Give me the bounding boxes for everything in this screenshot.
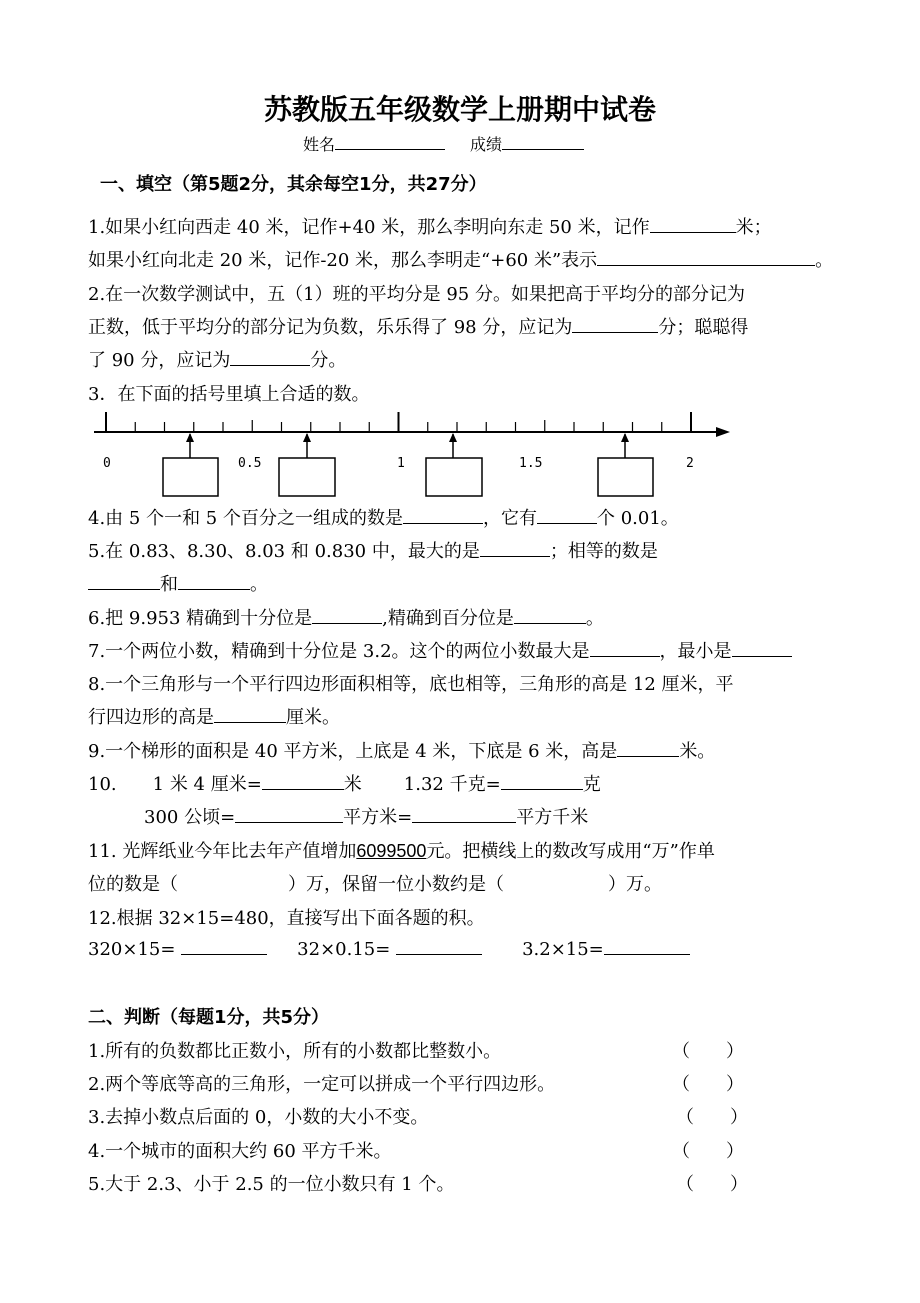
q4-blank1[interactable] xyxy=(403,507,483,524)
q8-blank[interactable] xyxy=(214,706,286,723)
answer-box-1[interactable] xyxy=(163,433,218,496)
q1-blank2[interactable] xyxy=(597,249,815,266)
label-1: 1 xyxy=(397,456,405,471)
arrow-up-icon xyxy=(303,433,311,442)
number-line xyxy=(88,404,738,506)
arrow-up-icon xyxy=(621,433,629,442)
q1-line2: 如果小红向北走 20 米，记作-20 米，那么李明走“+60 米”表示 。 xyxy=(88,250,834,271)
judge-paren-2[interactable]: （ ） xyxy=(672,1074,744,1095)
q12-blank1[interactable] xyxy=(181,938,267,955)
number-line-arrow-icon xyxy=(716,427,730,437)
q12-blank3[interactable] xyxy=(604,938,690,955)
number-line-ticks xyxy=(106,412,691,432)
q10-blank4[interactable] xyxy=(412,806,516,823)
arrow-up-icon xyxy=(186,433,194,442)
judge-item-1: 1.所有的负数都比正数小，所有的小数都比整数小。 xyxy=(88,1041,502,1062)
q7-blank2[interactable] xyxy=(732,640,792,657)
answer-boxes xyxy=(163,433,653,496)
q5-line2: 和 。 xyxy=(88,570,268,596)
q5-blank1[interactable] xyxy=(480,540,550,557)
q2-line2: 正数，低于平均分的部分记为负数，乐乐得了 98 分，应记为 分；聪聪得 xyxy=(88,317,749,338)
q2-blank1[interactable] xyxy=(572,316,658,333)
q8-line2: 行四边形的高是 厘米。 xyxy=(88,707,340,728)
q9-blank[interactable] xyxy=(617,740,679,757)
judge-paren-5[interactable]: （ ） xyxy=(676,1174,748,1195)
page-title: 苏教版五年级数学上册期中试卷 xyxy=(263,93,656,126)
q5-blank2[interactable] xyxy=(88,573,160,590)
q1-line1: 1.如果小红向西走 40 米，记作+40 米，那么李明向东走 50 米，记作 米； xyxy=(88,217,772,238)
judge-paren-3[interactable]: （ ） xyxy=(676,1107,748,1128)
judge-paren-1[interactable]: （ ） xyxy=(672,1041,744,1062)
q10-line2: 300 公顷= 平方米= 平方千米 xyxy=(144,807,589,828)
judge-item-3: 3.去掉小数点后面的 0，小数的大小不变。 xyxy=(88,1107,429,1128)
q2-blank2[interactable] xyxy=(230,349,310,366)
q5-line1: 5.在 0.83、8.30、8.03 和 0.830 中，最大的是 ；相等的数是 xyxy=(88,541,658,562)
label-2: 2 xyxy=(686,456,694,471)
q12-line1: 12.根据 32×15=480，直接写出下面各题的积。 xyxy=(88,908,485,929)
q6-blank1[interactable] xyxy=(312,607,382,624)
q4-blank2[interactable] xyxy=(537,507,597,524)
q9-line: 9.一个梯形的面积是 40 平方米，上底是 4 米，下底是 6 米，高是 米。 xyxy=(88,741,716,762)
q7-blank1[interactable] xyxy=(590,640,660,657)
answer-box-4[interactable] xyxy=(598,433,653,496)
q10-blank1[interactable] xyxy=(262,773,344,790)
section1-heading: 一、填空（第5题2分，其余每空1分，共27分） xyxy=(100,174,487,195)
q2-line3: 了 90 分，应记为 分。 xyxy=(88,350,347,371)
q2-line1: 2.在一次数学测试中，五（1）班的平均分是 95 分。如果把高于平均分的部分记为 xyxy=(88,284,745,305)
label-1.5: 1.5 xyxy=(519,456,543,471)
q10-line1: 10. 1 米 4 厘米= 米 1.32 千克= 克 xyxy=(88,774,601,795)
score-field[interactable] xyxy=(470,132,584,155)
q11-number: 6099500 xyxy=(356,841,427,861)
name-label: 姓名 xyxy=(303,135,336,154)
q6-blank2[interactable] xyxy=(514,607,586,624)
judge-paren-4[interactable]: （ ） xyxy=(672,1141,744,1162)
answer-box-3[interactable] xyxy=(426,433,482,496)
q10-blank3[interactable] xyxy=(235,806,343,823)
q10-blank2[interactable] xyxy=(501,773,583,790)
q12-blank2[interactable] xyxy=(396,938,482,955)
label-0: 0 xyxy=(103,456,111,471)
judge-item-4: 4.一个城市的面积大约 60 平方千米。 xyxy=(88,1141,392,1162)
q4-line: 4.由 5 个一和 5 个百分之一组成的数是 ，它有 个 0.01。 xyxy=(88,508,679,529)
q5-blank3[interactable] xyxy=(178,573,250,590)
q6-line: 6.把 9.953 精确到十分位是 ,精确到百分位是 。 xyxy=(88,608,604,629)
judge-item-2: 2.两个等底等高的三角形，一定可以拼成一个平行四边形。 xyxy=(88,1074,556,1095)
q7-line: 7.一个两位小数，精确到十分位是 3.2。这个的两位小数最大是 ，最小是 xyxy=(88,637,792,663)
arrow-up-icon xyxy=(449,433,457,442)
q12-line2: 320×15= 32×0.15= 3.2×15= xyxy=(88,938,690,960)
label-0.5: 0.5 xyxy=(238,456,262,471)
judge-item-5: 5.大于 2.3、小于 2.5 的一位小数只有 1 个。 xyxy=(88,1174,455,1195)
q3-line: 3．在下面的括号里填上合适的数。 xyxy=(88,384,370,405)
name-field[interactable] xyxy=(303,132,445,155)
q8-line1: 8.一个三角形与一个平行四边形面积相等，底也相等，三角形的高是 12 厘米，平 xyxy=(88,674,734,695)
q11-line1: 11. 光辉纸业今年比去年产值增加6099500元。把横线上的数改写成用“万”作单 xyxy=(88,841,715,862)
score-label: 成绩 xyxy=(470,135,503,154)
q11-line2: 位的数是（ ）万，保留一位小数约是（ ）万。 xyxy=(88,874,662,895)
answer-box-2[interactable] xyxy=(279,433,335,496)
section2-heading: 二、判断（每题1分，共5分） xyxy=(88,1007,330,1028)
q1-blank1[interactable] xyxy=(650,216,736,233)
